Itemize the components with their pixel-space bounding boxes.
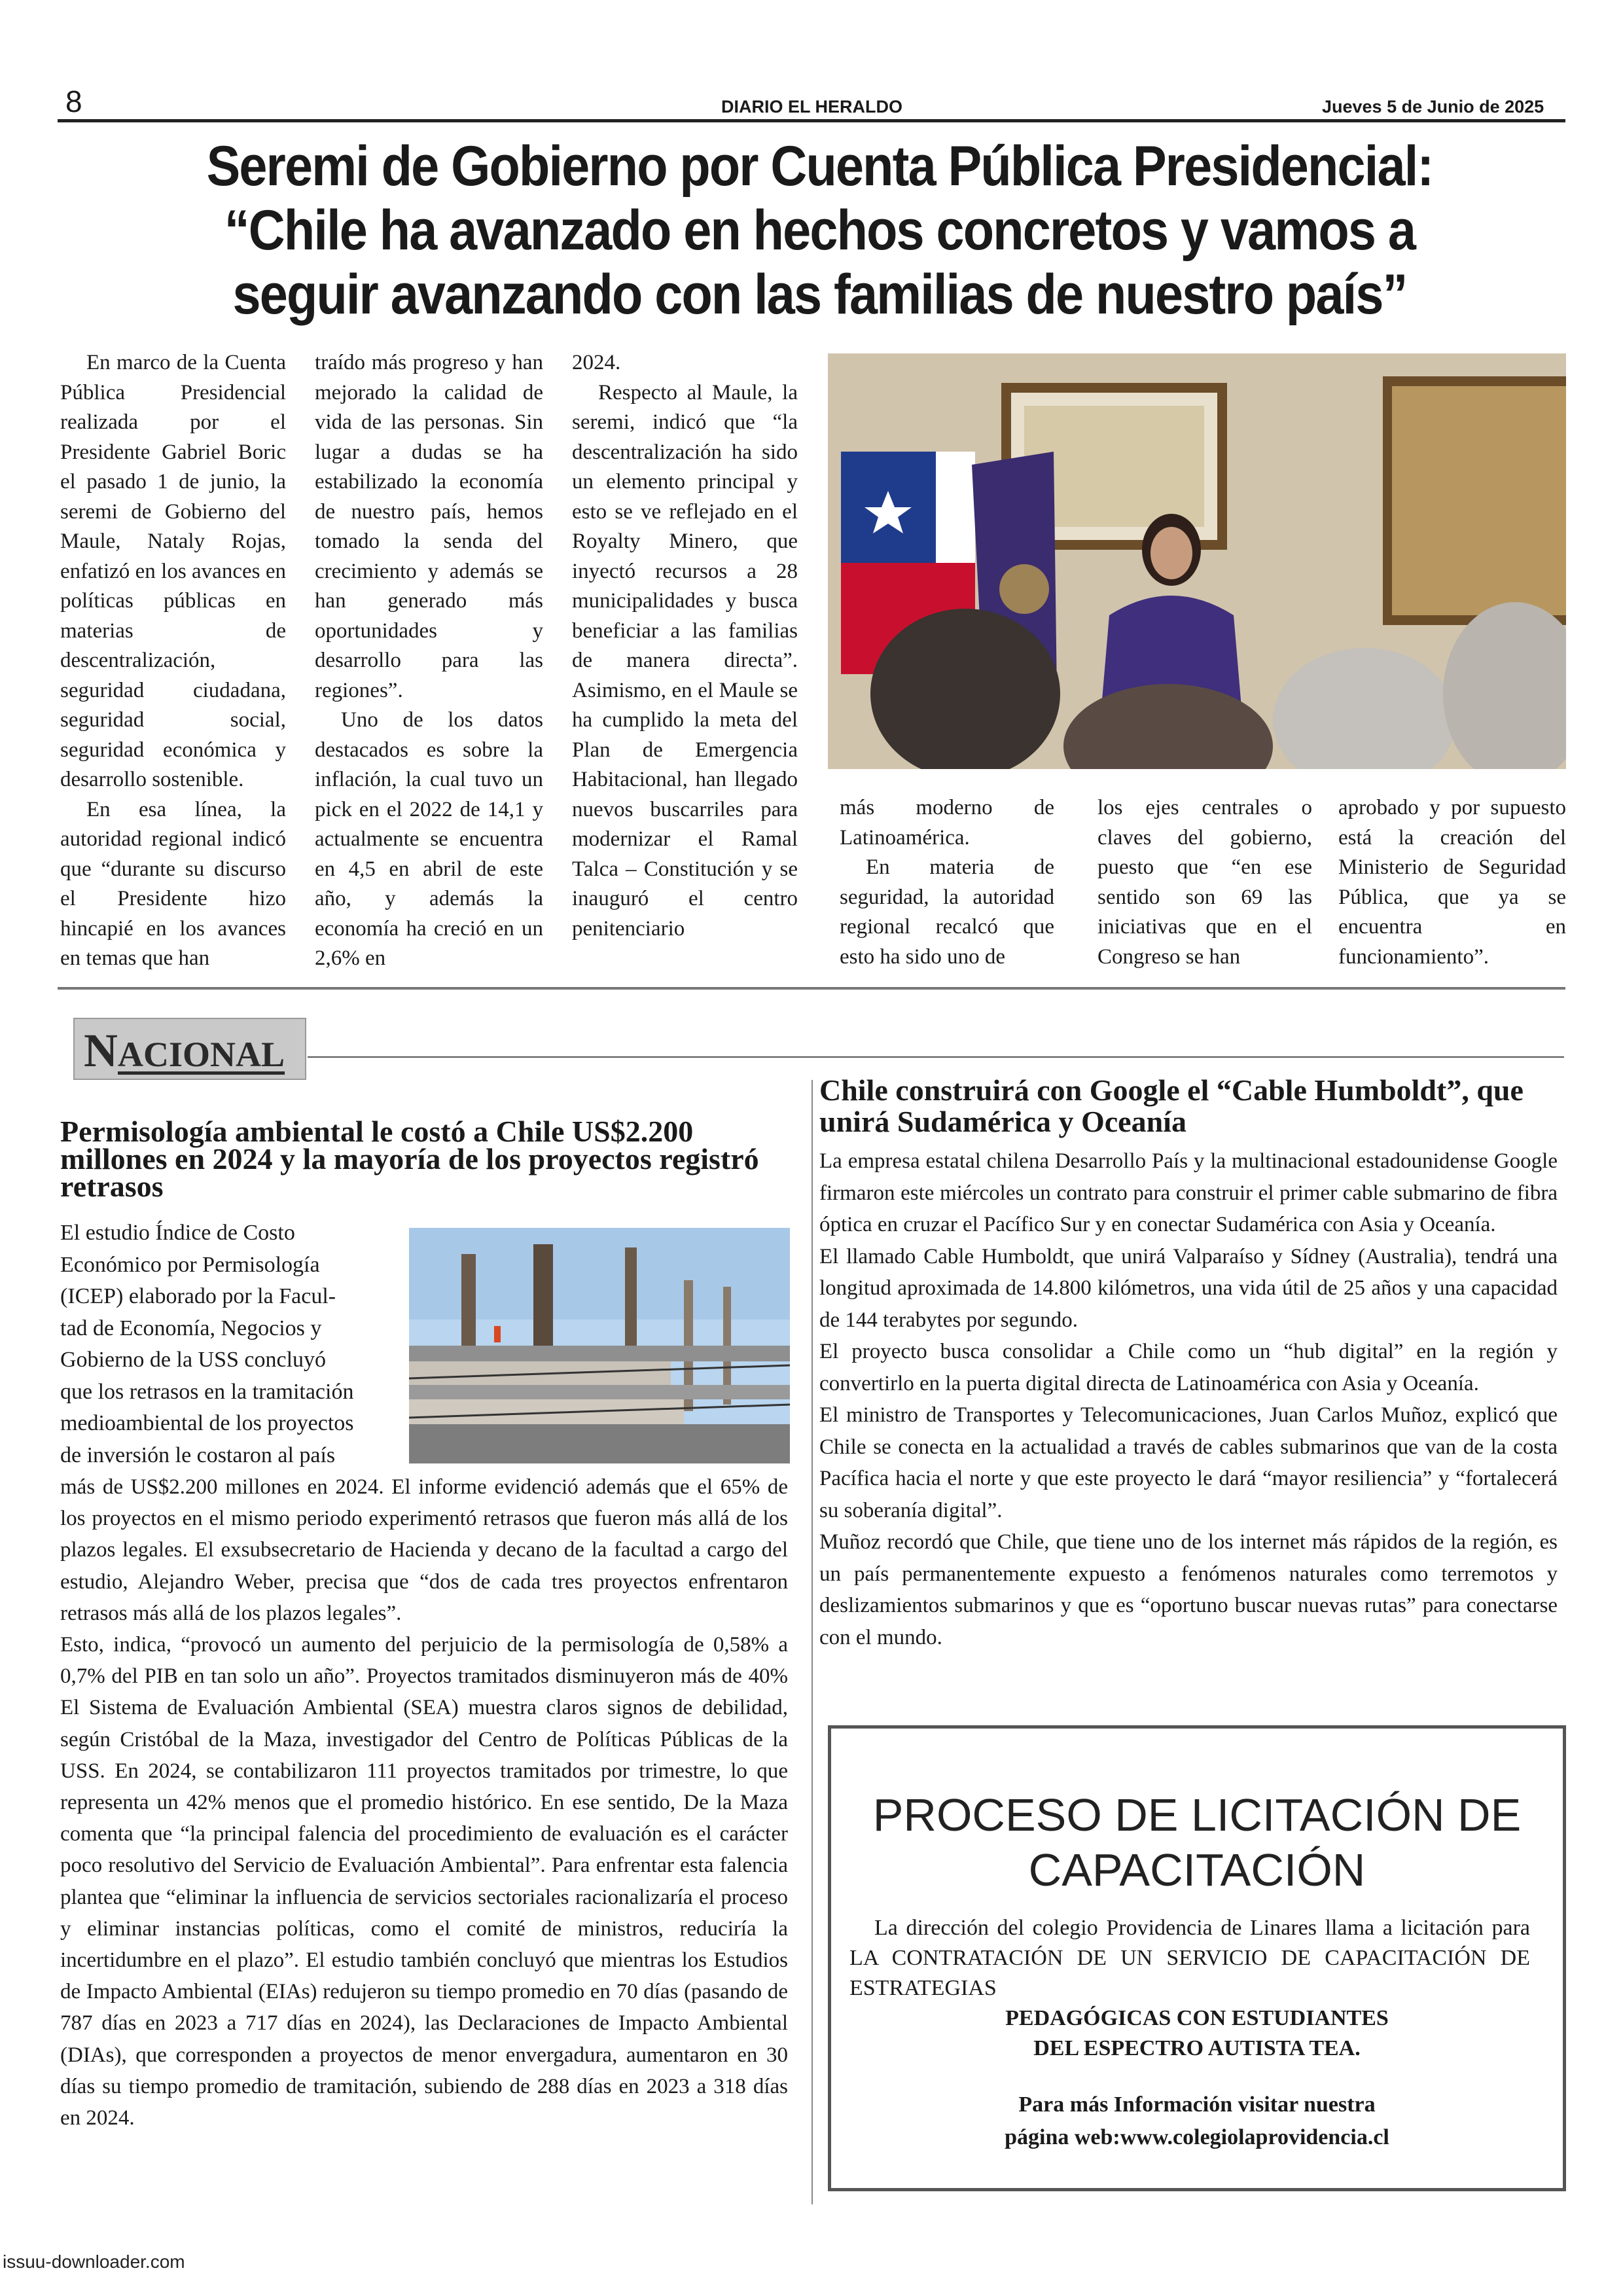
cable-paragraph: El proyecto busca consolidar a Chile como un “hub digital” en la región y convertirlo en la puerta digital directa de Latinoamérica con Asia y Oceanía. bbox=[819, 1340, 1558, 1395]
cable-humboldt-headline: Chile construirá con Google el “Cable Humboldt”, que unirá Sudamérica y Oceanía bbox=[819, 1073, 1524, 1138]
main-headline: Seremi de Gobierno por Cuenta Pública Presidencial: “Chile ha avanzado en hechos concretos y vamos a seguir avanzando con las familias de nuestro país” bbox=[206, 135, 1433, 326]
section-divider bbox=[58, 987, 1565, 990]
main-article-column-6 bbox=[1338, 793, 1566, 972]
section-label-initial: N bbox=[84, 1024, 118, 1077]
wrap-line: (ICEP) elaborado por la Facul- bbox=[60, 1284, 336, 1308]
main-col4-paragraph: más moderno de Latinoamérica. bbox=[840, 796, 1054, 850]
issue-date: Jueves 5 de Junio de 2025 bbox=[1322, 97, 1544, 117]
cable-paragraph: Muñoz recordó que Chile, que tiene uno de los internet más rápidos de la región, es un país permanentemente expuesto a fenómenos naturales como terremotos y deslizamientos submarinos y que es “oportuno buscar nuevas rutas” para conectarse con el mundo. bbox=[819, 1530, 1558, 1649]
main-article-column-5 bbox=[1097, 793, 1312, 972]
main-article-column-3 bbox=[572, 348, 798, 944]
notice-title-line: PROCESO DE LICITACIÓN DE bbox=[872, 1789, 1522, 1840]
wrap-line: tad de Economía, Negocios y bbox=[60, 1316, 322, 1340]
construction-photo bbox=[409, 1228, 790, 1463]
permisologia-headline: Permisología ambiental le costó a Chile US$2.200 millones en 2024 y la mayoría de los proyectos registró retrasos bbox=[60, 1115, 759, 1203]
permisologia-body bbox=[60, 1471, 788, 2134]
construction-photo-image bbox=[409, 1228, 790, 1463]
main-article-column-4 bbox=[840, 793, 1054, 972]
main-col3-paragraph: Respecto al Maule, la seremi, indicó que “la descentralización ha sido un elemento principal y esto se ve reflejado en el Royalty Minero, que inyectó recursos a 28 municipalidades y busca beneficiar a las familias de manera directa”. Asimismo, en el Maule se ha cumplido la meta del Plan de Emergencia Habitacional, han llegado nuevos buscarriles para modernizar el Ramal Talca – Constitución y se inauguró el centro penitenciario bbox=[572, 380, 798, 941]
header-rule bbox=[58, 119, 1565, 122]
watermark: issuu-downloader.com bbox=[3, 2251, 185, 2272]
cable-humboldt-body bbox=[819, 1145, 1558, 1653]
main-col4-paragraph: En materia de seguridad, la autoridad regional recalcó que esto ha sido uno de bbox=[840, 855, 1054, 969]
notice-bold-line: PEDAGÓGICAS CON ESTUDIANTES bbox=[1005, 2006, 1389, 2030]
main-article-column-1 bbox=[60, 348, 286, 974]
wrap-line: El estudio Índice de Costo bbox=[60, 1221, 295, 1245]
notice-website-link[interactable]: página web:www.colegiolaprovidencia.cl bbox=[1005, 2125, 1389, 2149]
cable-paragraph: El ministro de Transportes y Telecomunicaciones, Juan Carlos Muñoz, explicó que Chile se conecta en la actualidad a través de cables submarinos que van de la costa Pacífica hacia el norte y que este proyecto le dará “mayor resiliencia” y “fortalecerá su soberanía digital”. bbox=[819, 1403, 1558, 1522]
permisologia-paragraph: Esto, indica, “provocó un aumento del perjuicio de la permisología de 0,58% a 0,7% del PIB en tan solo un año”. Proyectos tramitados disminuyeron más de 40% El Sistema de Evaluación Ambiental (SEA) muestra claros signos de debilidad, según Cristóbal de la Maza, investigador del Centro de Políticas Públicas de la USS. En 2024, se contabilizaron 111 proyectos tramitados por trimestre, lo que representa un 42% menos que el promedio histórico. En ese sentido, De la Maza comenta que “la principal falencia del procedimiento de evaluación es el carácter poco resolutivo del Servicio de Evaluación Ambiental”. Para enfrentar esta falencia plantea que “eliminar la influencia de servicios sectoriales racionalizaría el proceso y eliminar instancias políticas, como el comité de ministros, reduciría la incertidumbre en el plazo”. El estudio también concluyó que mientras los Estudios de Impacto Ambiental (EIAs) redujeron su tiempo promedio en 70 días (pasando de 787 días en 2023 a 717 días en 2024), las Declaraciones de Impacto Ambiental (DIAs), que corresponden a proyectos de menor envergadura, aumentaron en 30 días su tiempo promedio de tramitación, subiendo de 288 días en 2023 a 318 días en 2024. bbox=[60, 1633, 788, 2130]
notice-title-line: CAPACITACIÓN bbox=[1028, 1844, 1366, 1895]
notice-body: La dirección del colegio Providencia de Linares llama a licitación para LA CONTRATACIÓN DE UN SERVICIO DE CAPACITACIÓN DE ESTRATEGIAS bbox=[849, 1916, 1530, 2000]
notice-title bbox=[831, 1787, 1563, 1897]
permisologia-paragraph: más de US$2.200 millones en 2024. El informe evidenció además que el 65% de los proyectos en el mismo periodo experimentó retrasos que fueron más allá de los plazos legales. El exsubsecretario de Hacienda y decano de la facultad a cargo del estudio, Alejandro Weber, precisa que “dos de cada tres proyectos enfrentaron retrasos más allá de los plazos legales”. bbox=[60, 1475, 788, 1625]
paper-name: DIARIO EL HERALDO bbox=[721, 97, 903, 117]
section-label-line bbox=[308, 1056, 1564, 1058]
main-col1-paragraph: En marco de la Cuenta Pública Presidencial realizada por el Presidente Gabriel Boric el pasado 1 de junio, la seremi de Gobierno del Maule, Nataly Rojas, enfatizó en los avances en políticas públicas en materias de descentralización, seguridad ciudadana, seguridad social, seguridad económica y desarrollo sostenible. bbox=[60, 351, 286, 791]
wrap-line: Económico por Permisología bbox=[60, 1252, 320, 1277]
wrap-line: Gobierno de la USS concluyó bbox=[60, 1348, 327, 1372]
wrap-line: medioambiental de los proyectos bbox=[60, 1411, 354, 1435]
main-col6-paragraph: aprobado y por supuesto está la creación del Ministerio de Seguridad Pública, que ya se encuentra en funcionamiento”. bbox=[1338, 796, 1566, 969]
notice-info-line: Para más Información visitar nuestra bbox=[1018, 2092, 1376, 2117]
seremi-photo bbox=[828, 353, 1566, 769]
main-col3-paragraph: 2024. bbox=[572, 351, 621, 374]
wrap-line: que los retrasos en la tramitación bbox=[60, 1379, 354, 1404]
section-label-rest: ACIONAL bbox=[118, 1035, 285, 1074]
notice-bold-line: DEL ESPECTRO AUTISTA TEA. bbox=[1033, 2036, 1361, 2060]
notice-info-block bbox=[831, 2089, 1563, 2154]
notice-bold-block bbox=[831, 2003, 1563, 2064]
wrap-line: de inversión le costaron al país bbox=[60, 1443, 336, 1467]
section-label-text bbox=[84, 1024, 285, 1081]
main-col1-paragraph: En esa línea, la autoridad regional indicó que “durante su discurso el Presidente hizo hincapié en los avances en temas que han bbox=[60, 797, 286, 970]
main-col2-paragraph: Uno de los datos destacados es sobre la inflación, la cual tuvo un pick en el 2022 de 14,1 y actualmente se encuentra en 4,5 en abril de este año, y además la economía ha creció en un 2,6% en bbox=[315, 708, 543, 970]
licitacion-notice bbox=[828, 1725, 1566, 2191]
cable-paragraph: La empresa estatal chilena Desarrollo País y la multinacional estadounidense Google firmaron este miércoles un contrato para construir el primer cable submarino de fibra óptica en cruzar el Pacífico Sur y en conectar Sudamérica con Asia y Oceanía. bbox=[819, 1149, 1558, 1236]
permisologia-wrap-text bbox=[60, 1217, 378, 1471]
main-col5-paragraph: los ejes centrales o claves del gobierno, puesto que “en ese sentido son 69 las iniciativas que en el Congreso se han bbox=[1097, 796, 1312, 969]
page-number: 8 bbox=[65, 84, 82, 118]
column-divider bbox=[812, 1080, 813, 2204]
main-article-column-2 bbox=[315, 348, 543, 974]
cable-paragraph: El llamado Cable Humboldt, que unirá Valparaíso y Sídney (Australia), tendrá una longitud aproximada de 14.800 kilómetros, una vida útil de 25 años y una capacidad de 144 terabytes por segundo. bbox=[819, 1244, 1558, 1332]
seremi-photo-image bbox=[828, 353, 1566, 769]
main-col2-paragraph: traído más progreso y han mejorado la calidad de vida de las personas. Sin lugar a dudas se ha estabilizado la economía de nuestro país, hemos tomado la senda del crecimiento y además se han generado más oportunidades y desarrollo para las regiones”. bbox=[315, 351, 543, 702]
